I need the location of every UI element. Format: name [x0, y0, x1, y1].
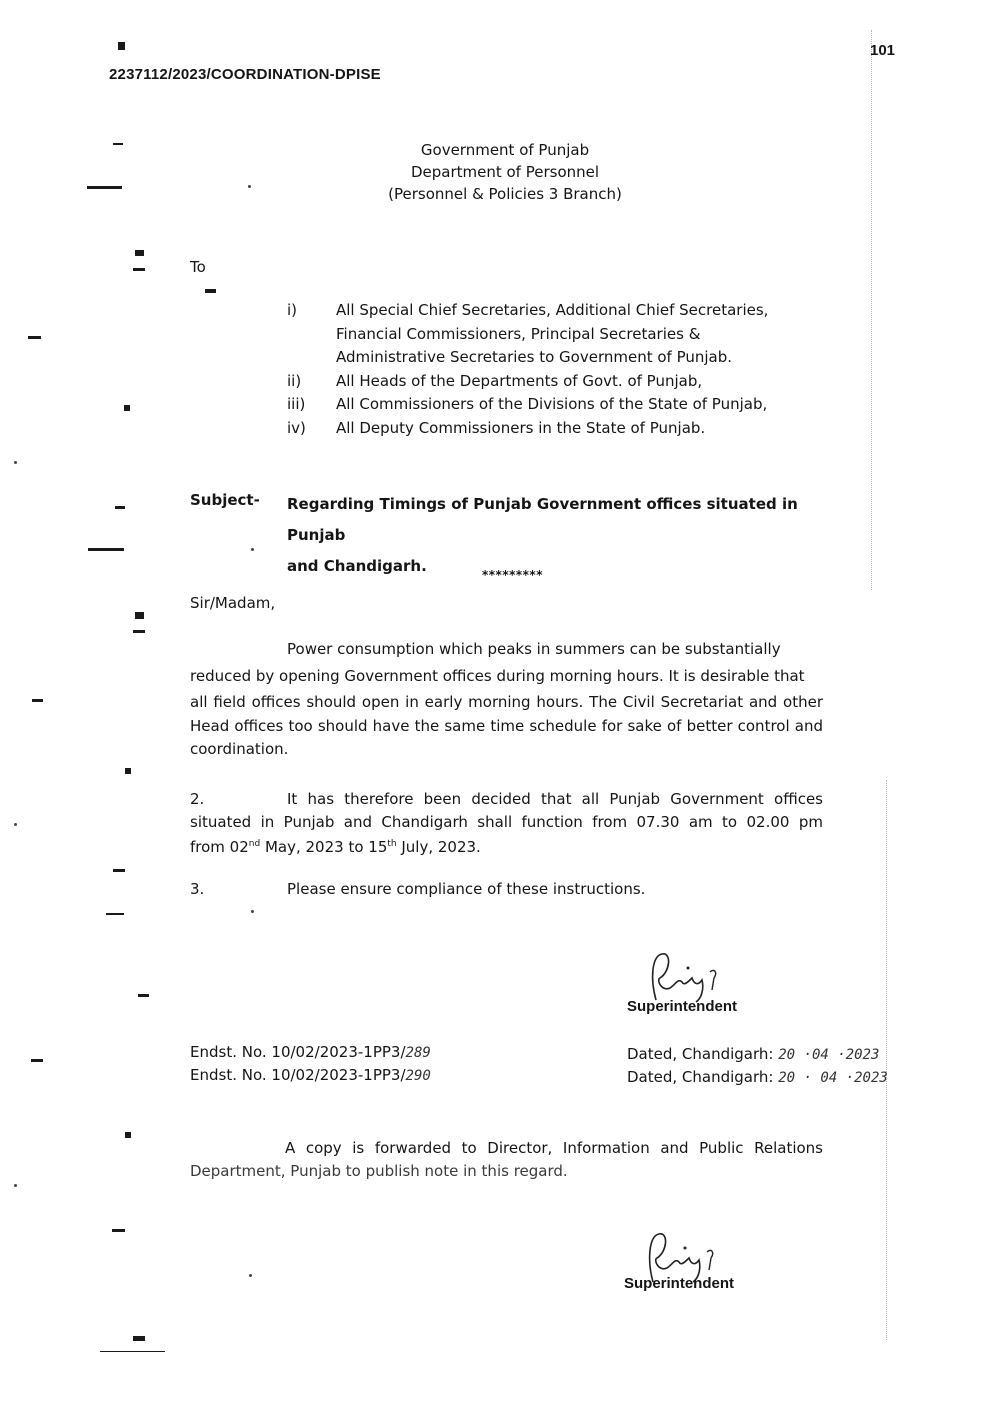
- scan-margin-line: [886, 780, 887, 1340]
- dated-label: Dated, Chandigarh:: [627, 1068, 774, 1086]
- endorsement-line: [190, 1066, 431, 1084]
- paragraph-2-line-2: situated in Punjab and Chandigarh shall function from 07.30 am to 02.00 pm: [190, 812, 823, 831]
- scan-speck: [124, 405, 130, 411]
- paragraph-3-text: Please ensure compliance of these instructions.: [287, 880, 646, 898]
- paragraph-2-line-3: [190, 833, 823, 859]
- addressee-list: [287, 299, 827, 440]
- scan-margin-line: [871, 30, 872, 590]
- paragraph-1-line-2: reduced by opening Government offices during morning hours. It is desirable that: [190, 666, 805, 685]
- separator-stars: *********: [482, 568, 543, 582]
- scan-speck: [106, 913, 124, 915]
- paragraph-3: [190, 880, 645, 898]
- scan-speck: [100, 1351, 165, 1352]
- scan-speck: [251, 548, 254, 551]
- scan-speck: [133, 268, 145, 271]
- handwritten-number: 289: [405, 1045, 431, 1061]
- scan-speck: [138, 994, 149, 997]
- date-text: from 02: [190, 838, 249, 856]
- paragraph-1-line-1: Power consumption which peaks in summers can be substantially: [287, 640, 781, 658]
- date-text: May, 2023 to 15: [260, 838, 388, 856]
- scan-speck: [133, 1336, 145, 1341]
- addressee-number: iii): [287, 395, 306, 413]
- date-text: July, 2023.: [396, 838, 481, 856]
- scan-speck: [28, 336, 41, 339]
- scan-speck: [205, 289, 216, 293]
- paragraph-2: [190, 788, 823, 859]
- dated-line: [627, 1045, 879, 1063]
- scan-speck: [14, 1184, 17, 1187]
- addressee-line: All Heads of the Departments of Govt. of Punjab,: [336, 371, 703, 390]
- scan-speck: [87, 186, 122, 189]
- copy-forward-paragraph: [190, 1137, 823, 1183]
- paragraph-3-number: 3.: [190, 880, 205, 898]
- scan-speck: [125, 1132, 131, 1138]
- addressee-item: [287, 393, 827, 417]
- scan-speck: [113, 143, 123, 145]
- paragraph-1-body: all field offices should open in early morning hours. The Civil Secretariat and other Head offices too should have the same time schedule for sake of better control and coordination.: [190, 693, 823, 758]
- addressee-line: Financial Commissioners, Principal Secretaries &: [336, 324, 701, 343]
- addressee-item: [287, 417, 827, 441]
- dated-label: Dated, Chandigarh:: [627, 1045, 774, 1063]
- scan-speck: [118, 42, 125, 50]
- addressee-line: All Deputy Commissioners in the State of Punjab.: [336, 418, 706, 437]
- addressee-line: All Special Chief Secretaries, Additional Chief Secretaries,: [336, 301, 769, 319]
- subject-text: [287, 489, 832, 582]
- endorsement-number: Endst. No. 10/02/2023-1PP3/: [190, 1043, 406, 1061]
- scan-speck: [88, 548, 124, 551]
- letterhead: [300, 139, 710, 205]
- dated-line: [627, 1068, 888, 1086]
- handwritten-date: 20 ·04 ·2023: [778, 1047, 880, 1063]
- scan-speck: [113, 869, 125, 872]
- signatory-title: Superintendent: [627, 998, 738, 1015]
- file-reference-number: 2237112/2023/COORDINATION-DPISE: [109, 66, 381, 83]
- scan-speck: [135, 250, 144, 256]
- scan-speck: [14, 823, 17, 826]
- letterhead-government: Government of Punjab: [420, 141, 590, 159]
- paragraph-1: [190, 636, 823, 762]
- signatory-title: Superintendent: [624, 1275, 735, 1292]
- scan-speck: [133, 630, 145, 633]
- scan-speck: [31, 1059, 43, 1062]
- subject-label: Subject-: [190, 491, 260, 509]
- scan-speck: [14, 461, 17, 464]
- salutation: Sir/Madam,: [190, 594, 276, 612]
- letterhead-department: Department of Personnel: [410, 163, 600, 181]
- scan-speck: [248, 185, 251, 188]
- ordinal-suffix: th: [387, 839, 397, 849]
- copy-line-2: Department, Punjab to publish note in this regard.: [190, 1162, 568, 1180]
- addressee-number: iv): [287, 418, 306, 437]
- letterhead-branch: (Personnel & Policies 3 Branch): [388, 185, 622, 203]
- addressee-line: Administrative Secretaries to Government of Punjab.: [336, 348, 733, 366]
- endorsement-number: Endst. No. 10/02/2023-1PP3/: [190, 1066, 406, 1084]
- addressee-number: i): [287, 301, 298, 319]
- ordinal-suffix: nd: [248, 839, 261, 849]
- scan-speck: [115, 506, 125, 509]
- paragraph-2-line-1: It has therefore been decided that all Punjab Government offices: [287, 790, 823, 808]
- scan-speck: [249, 1274, 252, 1277]
- handwritten-date: 20 · 04 ·2023: [778, 1070, 888, 1086]
- paragraph-2-number: 2.: [190, 790, 205, 808]
- scan-speck: [135, 612, 144, 619]
- endorsement-line: [190, 1043, 431, 1061]
- scan-speck: [251, 910, 254, 913]
- addressee-item: [287, 299, 827, 370]
- scan-speck: [125, 768, 131, 774]
- copy-line-1: A copy is forwarded to Director, Information and Public Relations: [285, 1139, 823, 1157]
- subject-line: Regarding Timings of Punjab Government offices situated in Punjab: [287, 495, 798, 544]
- addressee-line: All Commissioners of the Divisions of the State of Punjab,: [336, 395, 768, 413]
- scan-speck: [112, 1229, 125, 1232]
- subject-line: and Chandigarh.: [287, 557, 427, 575]
- handwritten-number: 290: [405, 1068, 431, 1084]
- page-number: 101: [870, 42, 896, 59]
- addressee-number: ii): [287, 371, 302, 390]
- to-label: To: [190, 258, 206, 276]
- scan-speck: [32, 699, 43, 702]
- addressee-item: [287, 370, 827, 394]
